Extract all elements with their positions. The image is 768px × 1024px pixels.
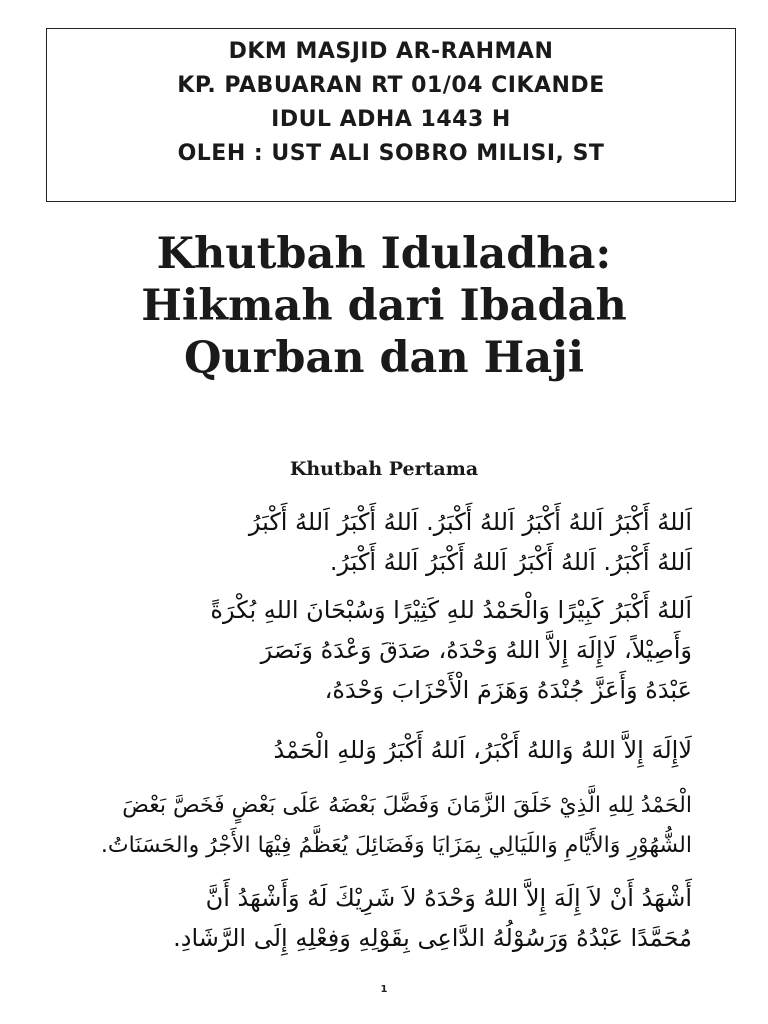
page-number: 1 <box>380 984 388 995</box>
arabic-line: وَأَصِيْلاً، لَاإِلَهَ إِلاَّ اللهُ وَحْدَهُ، صَدَقَ وَعْدَهُ وَنَصَرَ <box>260 636 692 664</box>
header-event: IDUL ADHA 1443 H <box>271 107 511 132</box>
title-line: Hikmah dari Ibadah <box>141 281 627 331</box>
arabic-line: أَشْهَدُ أَنْ لاَ إِلَهَ إِلاَّ اللهُ وَحْدَهُ لاَ شَرِيْكَ لَهُ وَأَشْهَدُ أَنَّ <box>205 884 692 912</box>
arabic-hamdalah-paragraph <box>80 786 692 866</box>
title-line: Khutbah Iduladha: <box>156 229 612 279</box>
arabic-tahmid-paragraph <box>80 590 692 710</box>
arabic-syahadat-paragraph <box>80 878 692 958</box>
arabic-line: لَاإِلَهَ إِلاَّ اللهُ وَاللهُ أَكْبَرُ، اَللهُ أَكْبَرُ وَللهِ الْحَمْدُ <box>273 736 692 764</box>
arabic-line: عَبْدَهُ وَأَعَزَّ جُنْدَهُ وَهَزَمَ الْأَحْزَابَ وَحْدَهُ، <box>324 676 692 704</box>
arabic-line: مُحَمَّدًا عَبْدُهُ وَرَسُوْلُهُ الدَّاعِى بِقَوْلِهِ وَفِعْلِهِ إِلَى الرَّشَادِ. <box>173 924 692 952</box>
header-address: KP. PABUARAN RT 01/04 CIKANDE <box>177 73 605 98</box>
header-box <box>46 28 736 202</box>
page-title <box>0 228 768 384</box>
section-heading: Khutbah Pertama <box>289 458 479 480</box>
arabic-line: الْحَمْدُ لِلهِ الَّذِيْ خَلَقَ الزَّمَانَ وَفَضَّلَ بَعْضَهُ عَلَى بَعْضٍ فَخَصَّ بَعْضَ <box>122 793 692 818</box>
header-mosque-name: DKM MASJID AR-RAHMAN <box>228 39 554 64</box>
arabic-tahlil-paragraph <box>80 730 692 770</box>
arabic-line: الشُّهُوْرِ وَالأَيَّامِ وَاللَيَالِي بِمَزَايَا وَفَضَائِلَ يُعَظَّمُ فِيْهَا الأَجْرُ والحَسَنَاتُ. <box>100 833 692 858</box>
header-speaker: OLEH : UST ALI SOBRO MILISI, ST <box>177 141 605 166</box>
arabic-line: اَللهُ أَكْبَرُ. اَللهُ أَكْبَرُ اَللهُ أَكْبَرُ اَللهُ أَكْبَرُ. <box>329 548 692 576</box>
arabic-takbir-paragraph <box>80 502 692 582</box>
arabic-line: اَللهُ أَكْبَرُ اَللهُ أَكْبَرُ اَللهُ أَكْبَرُ. اَللهُ أَكْبَرُ اَللهُ أَكْبَرُ <box>248 508 692 536</box>
arabic-line: اَللهُ أَكْبَرُ كَبِيْرًا وَالْحَمْدُ للهِ كَثِيْرًا وَسُبْحَانَ اللهِ بُكْرَةً <box>210 596 692 624</box>
title-line: Qurban dan Haji <box>183 333 585 383</box>
